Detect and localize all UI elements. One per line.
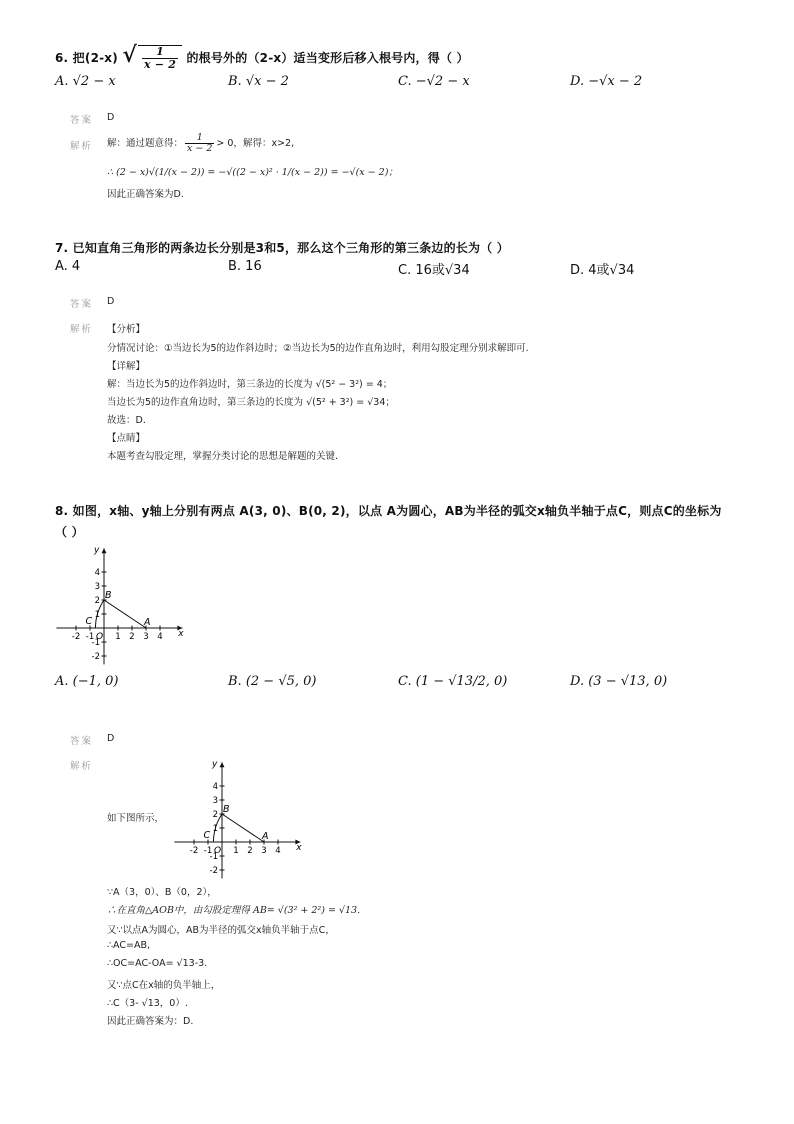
q7-solution-line5: 当边长为5的边作直角边时，第三条边的长度为 √(5² + 3²) = √34；	[107, 397, 395, 408]
x-tick-label: 2	[129, 632, 135, 642]
q8-solution-line6: 又∵点C在x轴的负半轴上，	[107, 980, 221, 991]
q6-stem-pre: 6. 把(2-x)	[55, 51, 118, 65]
x-tick-label: -1	[203, 846, 213, 856]
q7-solution-line2: 分情况讨论：①当边长为5的边作斜边时；②当边长为5的边作直角边时，利用勾股定理分别求解即可.	[107, 343, 529, 354]
x-tick-label: -2	[71, 632, 81, 642]
q7-answer-value: D	[107, 296, 115, 307]
y-axis-label: y	[94, 545, 100, 556]
q8-analysis-label: 解析	[70, 761, 94, 772]
point-c-label: C	[203, 830, 211, 841]
x-axis-label: x	[296, 843, 302, 853]
point-b-label: B	[105, 590, 112, 601]
q6-option-a[interactable]: A. √2 − x	[55, 74, 116, 89]
y-axis-label: y	[212, 759, 218, 770]
y-tick-label: 2	[212, 810, 218, 820]
q6-answer-value: D	[107, 112, 115, 123]
q6-stem-frac-num: 1	[156, 45, 164, 59]
x-tick-label: -1	[85, 632, 95, 642]
q7-solution-line8: 本题考查勾股定理，掌握分类讨论的思想是解题的关键.	[107, 451, 339, 462]
origin-label: O	[96, 632, 104, 642]
x-tick-label: -2	[189, 846, 199, 856]
q8-solution-line5: ∴OC=AC-OA= √13-3.	[107, 958, 208, 969]
q8-stem-line1: 8. 如图，x轴、y轴上分别有两点 A(3, 0)、B(0, 2)，以点 A为圆心，AB为半径的弧交x轴负半轴于点C，则点C的坐标为	[55, 504, 722, 518]
q7-solution-line7: 【点睛】	[107, 433, 146, 444]
q6-solution-line1	[107, 133, 294, 154]
y-tick-label: 3	[94, 582, 100, 592]
q7-option-d[interactable]: D. 4或√34	[570, 263, 635, 278]
q8-stem-line2: （ ）	[55, 525, 84, 539]
q6-analysis-label: 解析	[70, 141, 94, 152]
q6-stem-radicand	[138, 45, 182, 70]
q8-option-c[interactable]: C. (1 − √13/2, 0)	[398, 674, 508, 689]
q7-stem: 7. 已知直角三角形的两条边长分别是3和5，那么这个三角形的第三条边的长为（ ）	[55, 241, 509, 255]
q8-solution-line2: ∴在直角△AOB中，由勾股定理得 AB= √(3² + 2²) = √13.	[107, 905, 361, 916]
q6-stem-post: 的根号外的（2-x）适当变形后移入根号内，得（ ）	[186, 51, 469, 65]
origin-label: O	[214, 846, 222, 856]
q8-solution-figure	[172, 758, 307, 880]
q6-line1-frac-num: 1	[196, 132, 203, 143]
y-tick-label: 4	[212, 782, 218, 792]
q6-line1-pre: 解：通过题意得：	[107, 137, 184, 149]
q7-analysis-label: 解析	[70, 324, 94, 335]
y-axis-arrow-icon	[102, 548, 107, 553]
q7-solution-line1: 【分析】	[107, 324, 146, 335]
q6-solution-line2: ∴ (2 − x)√(1/(x − 2)) = −√((2 − x)² · 1/(x − 2)) = −√(x − 2)；	[107, 167, 398, 178]
q8-solution-line7: ∴C（3- √13，0）.	[107, 998, 188, 1009]
y-tick-label: -2	[209, 866, 218, 876]
y-tick-label: 1	[94, 610, 100, 620]
q7-option-c[interactable]: C. 16或√34	[398, 263, 470, 278]
x-tick-label: 1	[115, 632, 121, 642]
q6-option-b[interactable]: B. √x − 2	[228, 74, 289, 89]
y-tick-label: -1	[91, 638, 100, 648]
segment-ab	[104, 600, 146, 628]
x-tick-label: 2	[247, 846, 253, 856]
q7-option-b[interactable]: B. 16	[228, 259, 262, 274]
q6-sqrt-icon: √	[122, 42, 137, 68]
segment-ab	[222, 814, 264, 842]
point-b-label: B	[223, 804, 230, 815]
q6-answer-label: 答案	[70, 115, 94, 126]
y-tick-label: 1	[212, 824, 218, 834]
y-axis-arrow-icon	[220, 762, 225, 767]
q7-solution-line3: 【详解】	[107, 361, 146, 372]
q6-stem	[55, 42, 469, 71]
x-tick-label: 3	[261, 846, 267, 856]
q8-answer-label: 答案	[70, 736, 94, 747]
point-a-label: A	[262, 831, 269, 842]
q8-option-d[interactable]: D. (3 − √13, 0)	[570, 674, 668, 689]
q6-option-d[interactable]: D. −√x − 2	[570, 74, 643, 89]
q6-solution-line3: 因此正确答案为D.	[107, 189, 184, 200]
x-tick-label: 4	[157, 632, 163, 642]
q7-solution-line4: 解：当边长为5的边作斜边时，第三条边的长度为 √(5² − 3²) = 4；	[107, 379, 393, 390]
y-tick-label: 4	[94, 568, 100, 578]
q8-coordinate-figure	[54, 544, 189, 666]
q7-option-a[interactable]: A. 4	[55, 259, 81, 274]
q6-line1-frac-den: x − 2	[187, 142, 213, 154]
y-tick-label: -2	[91, 652, 100, 662]
x-tick-label: 1	[233, 846, 239, 856]
x-axis-label: x	[178, 629, 184, 639]
x-tick-label: 3	[143, 632, 149, 642]
q7-solution-line6: 故选：D.	[107, 415, 146, 426]
q8-solution-line3: 又∵以点A为圆心，AB为半径的弧交x轴负半轴于点C，	[107, 925, 335, 936]
q6-line1-post: > 0，解得：x>2,	[216, 137, 295, 149]
q8-solution-line4: ∴AC=AB,	[107, 940, 151, 951]
q8-solution-line1: ∵A（3，0）、B（0，2），	[107, 887, 217, 898]
q6-option-c[interactable]: C. −√2 − x	[398, 74, 470, 89]
q8-option-b[interactable]: B. (2 − √5, 0)	[228, 674, 317, 689]
q8-answer-value: D	[107, 733, 115, 744]
q8-figure-caption: 如下图所示，	[107, 813, 165, 824]
q8-solution-line8: 因此正确答案为：D.	[107, 1016, 194, 1027]
q8-option-a[interactable]: A. (−1, 0)	[55, 674, 119, 689]
q6-stem-frac-den: x − 2	[144, 58, 177, 71]
y-tick-label: 2	[94, 596, 100, 606]
point-c-label: C	[85, 616, 93, 627]
y-tick-label: 3	[212, 796, 218, 806]
x-tick-label: 4	[275, 846, 281, 856]
point-a-label: A	[144, 617, 151, 628]
q7-answer-label: 答案	[70, 299, 94, 310]
y-tick-label: -1	[209, 852, 218, 862]
